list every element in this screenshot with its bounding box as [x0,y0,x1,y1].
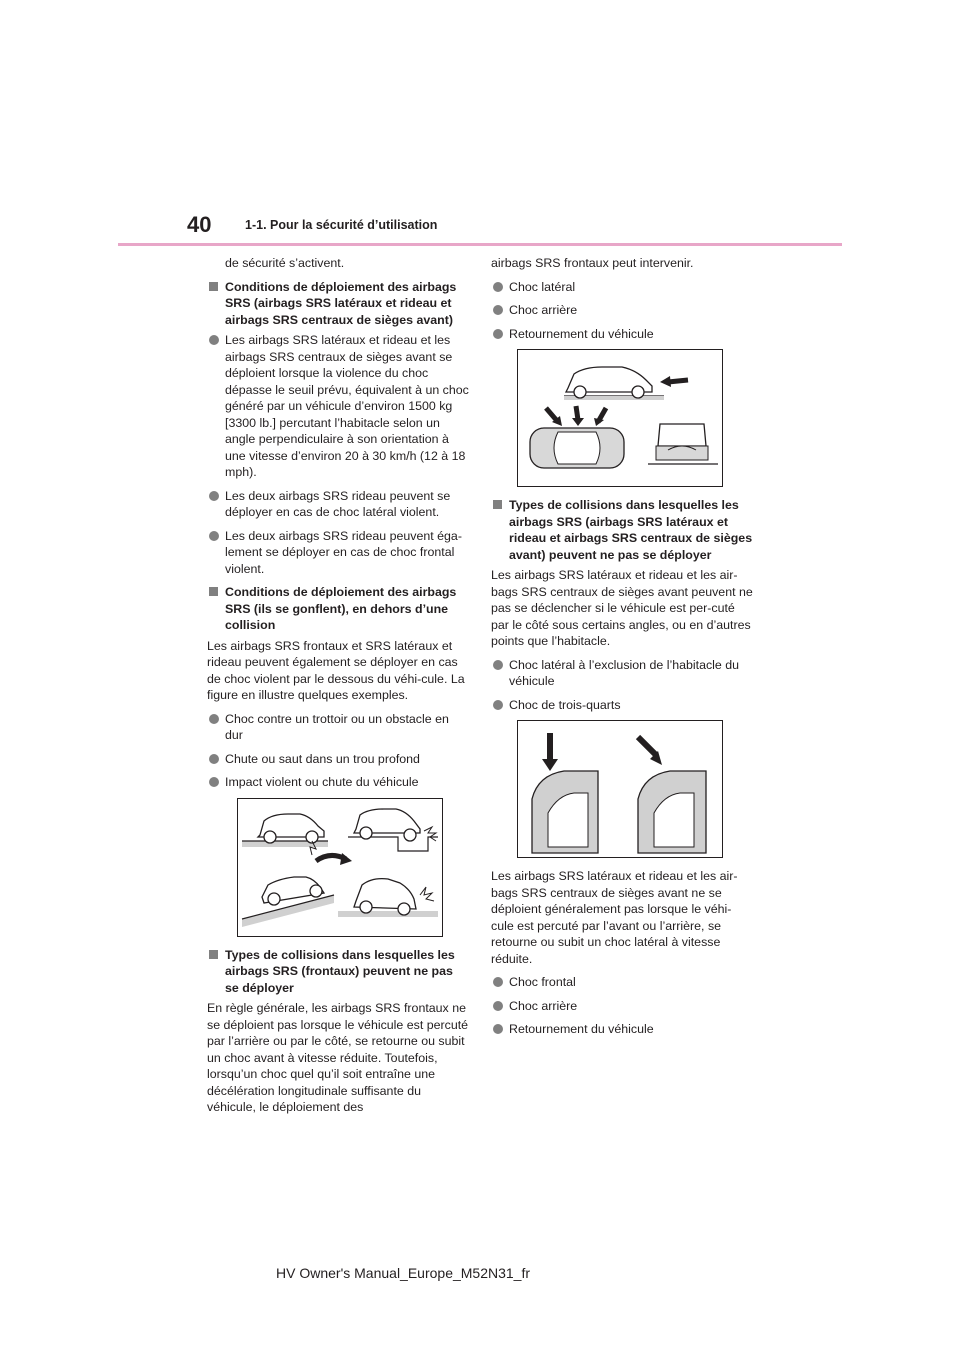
list-item-text: Choc latéral à l’exclusion de l’habitacle du véhicule [509,657,740,688]
heading-text: Types de collisions dans lesquelles les airbags SRS (frontaux) peuvent ne pas se déployer [225,947,455,995]
right-column [491,255,753,1045]
body-paragraph: Les airbags SRS frontaux et SRS latéraux et rideau peuvent également se déployer en cas de choc violent par le dessous du véhi-cule. La figure en illustre quelques exemples. [207,638,465,702]
round-bullet-icon [209,777,219,787]
list-item [207,332,469,481]
list-item [207,774,469,791]
round-bullet-icon [493,700,503,710]
list-item [207,488,469,521]
list-item-text: Choc latéral [509,279,576,294]
round-bullet-icon [209,714,219,724]
continued-text: airbags SRS frontaux peut intervenir. [491,256,694,270]
header-rule [118,243,842,246]
list-item-text: Retournement du véhicule [509,326,654,341]
list-item [491,657,753,690]
left-column [207,255,469,1123]
list-item-text: Les deux airbags SRS rideau peuvent se déployer en cas de choc latéral violent. [225,488,451,519]
heading-text: Conditions de déploiement des airbags SRS (airbags SRS latéraux et rideau et airbags SRS centraux de sièges avant) [225,279,457,327]
impact-examples-illustration [237,798,443,937]
list-item [491,1021,753,1038]
list-item-text: Impact violent ou chute du véhicule [225,775,419,789]
heading-text: Conditions de déploiement des airbags SRS (ils se gonflent), en dehors d’une collision [225,585,457,632]
list-item [491,998,753,1015]
round-bullet-icon [493,977,503,987]
list-item [491,326,753,343]
round-bullet-icon [493,1001,503,1011]
section-title: 1-1. Pour la sécurité d’utilisation [245,218,438,232]
square-bullet-icon [209,587,218,596]
square-bullet-icon [209,950,218,959]
list-item-text: Choc arrière [509,303,578,317]
heading-text: Types de collisions dans lesquelles les airbags SRS (airbags SRS latéraux et rideau et airbags SRS centraux de sièges avant) peuvent ne pas se déployer [509,498,753,562]
round-bullet-icon [493,660,503,670]
round-bullet-icon [209,754,219,764]
section-heading [207,947,469,997]
side-rear-rollover-illustration [517,349,723,487]
section-heading [491,497,753,563]
list-item [207,711,469,744]
page-number: 40 [187,212,212,237]
list-item [491,302,753,319]
list-item-text: Choc frontal [509,975,576,989]
list-item-text: Retournement du véhicule [509,1022,654,1036]
footer-text: HV Owner's Manual_Europe_M52N31_fr [276,1265,531,1281]
list-item [207,751,469,768]
round-bullet-icon [209,335,219,345]
list-item [207,528,469,578]
list-item-text: Chute ou saut dans un trou profond [225,751,420,766]
list-item-text: Choc de trois-quarts [509,697,621,712]
continued-text: de sécurité s’activent. [225,256,345,270]
square-bullet-icon [493,500,502,509]
body-paragraph: En règle générale, les airbags SRS frontaux ne se déploient pas lorsque le véhicule est percuté par l’arrière ou par le côté, se retourne ou subit un choc avant à vitesse réduite. Toutefois, lorsqu’un choc quel qu’il soit entraîne une décélération longitudinale suffisante du véhicule, le déploiement des [207,1001,469,1114]
oblique-impact-illustration [517,720,723,858]
list-item-text: Les airbags SRS latéraux et rideau et les airbags SRS centraux de sièges avant se déploient lorsque la violence du choc dépasse le seuil prévu, équivalent à un choc généré par un véhicule d’environ 1500 kg [3300 lb.] percutant l’habitacle selon un angle perpendiculaire à son orientation à une vitesse d’environ 20 à 30 km/h (12 à 18 mph). [225,333,469,479]
body-paragraph: Les airbags SRS latéraux et rideau et les air-bags SRS centraux de sièges avant peuvent ne pas se déclencher si le véhicule est per-cuté par le côté sous certains angles, ou en d’autres points que l’habitacle. [491,568,753,648]
round-bullet-icon [209,491,219,501]
body-paragraph: Les airbags SRS latéraux et rideau et les air-bags SRS centraux de sièges avant ne se déploient généralement pas lorsque le véhi-cule est percuté par l’avant ou l’arrière, se retourne ou subit un choc latéral à vitesse réduite. [491,869,738,966]
round-bullet-icon [493,305,503,315]
section-heading [207,584,469,634]
list-item [491,974,753,991]
list-item-text: Choc contre un trottoir ou un obstacle en dur [225,711,449,742]
list-item [491,279,753,296]
round-bullet-icon [493,282,503,292]
section-heading [207,279,469,329]
round-bullet-icon [493,1024,503,1034]
list-item [491,697,753,714]
list-item-text: Choc arrière [509,998,578,1013]
list-item-text: Les deux airbags SRS rideau peuvent éga-lement se déployer en cas de choc frontal violent. [225,528,462,576]
square-bullet-icon [209,282,218,291]
round-bullet-icon [493,329,503,339]
round-bullet-icon [209,531,219,541]
